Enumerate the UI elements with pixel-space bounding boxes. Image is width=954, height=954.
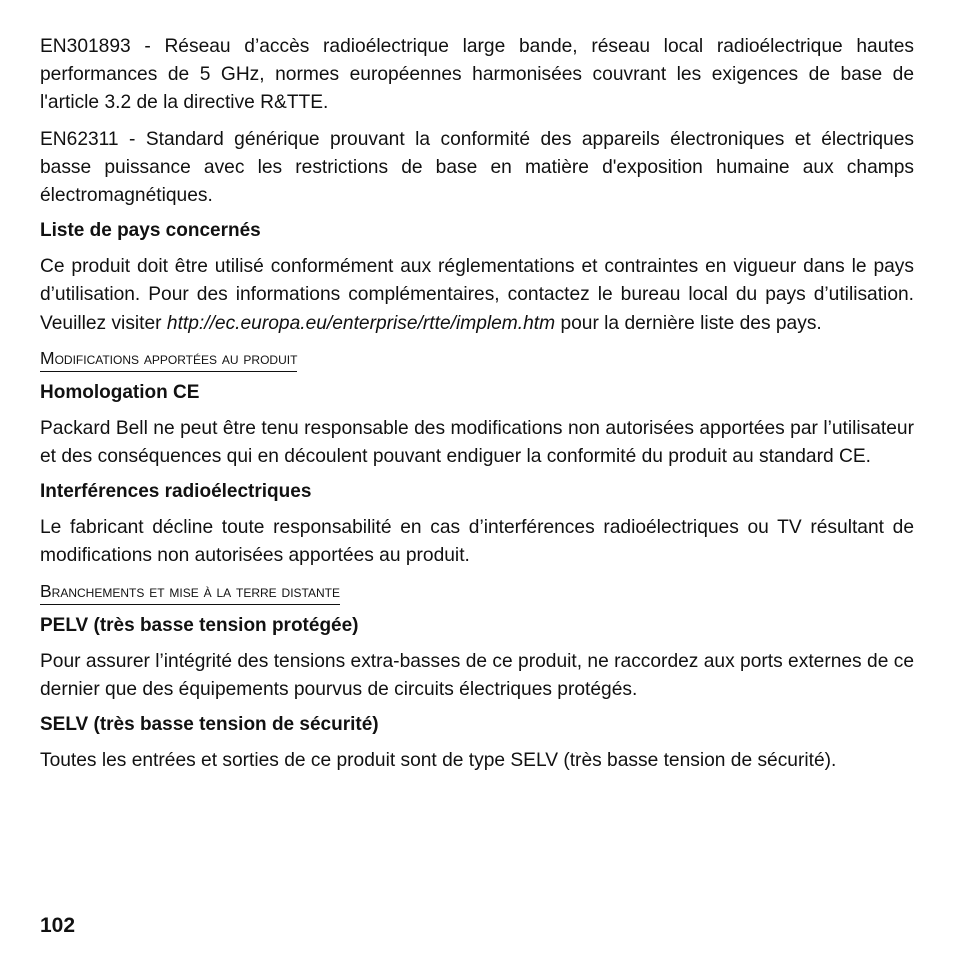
heading-ce-homologation: Homologation CE xyxy=(40,381,200,403)
paragraph-radio-interference: Le fabricant décline toute responsabilité en cas d’interférences radioélectriques ou TV résultant de modifications non autorisées apportées au produit. xyxy=(40,517,914,567)
heading-radio-interference: Interférences radioélectriques xyxy=(40,481,312,503)
section-title-modifications: Modifications apportées au produit xyxy=(40,346,297,372)
section-title-grounding: Branchements et mise à la terre distante xyxy=(40,579,340,605)
countries-link[interactable]: http://ec.europa.eu/enterprise/rtte/implem.htm xyxy=(166,312,556,334)
heading-countries: Liste de pays concernés xyxy=(40,220,261,242)
paragraph-pelv: Pour assurer l’intégrité des tensions extra-basses de ce produit, ne raccordez aux ports externes de ce dernier que des équipements pourvus de circuits électriques protégés. xyxy=(40,650,914,700)
paragraph-en62311: EN62311 - Standard générique prouvant la conformité des appareils électroniques et électriques basse puissance avec les restrictions de base en matière d'exposition humaine aux champs électromagnétiques. xyxy=(40,128,914,207)
document-page xyxy=(40,33,914,783)
paragraph-en301893: EN301893 - Réseau d’accès radioélectrique large bande, réseau local radioélectrique hautes performances de 5 GHz, normes européennes harmonisées couvrant les exigences de base de l'article 3.2 de la directive R&TTE. xyxy=(40,36,914,114)
paragraph-ce-homologation: Packard Bell ne peut être tenu responsable des modifications non autorisées apportées par l’utilisateur et des conséquences qui en découlent pouvant endiguer la conformité du produit au standard CE. xyxy=(40,417,914,468)
paragraph-selv: Toutes les entrées et sorties de ce produit sont de type SELV (très basse tension de sécurité). xyxy=(40,750,837,772)
countries-text-before: Ce produit doit être utilisé conformément aux réglementations et contraintes en vigueur dans le pays d’utilisation. Pour des informations complémentaires, contactez le bureau local du pays d’utilisation. Veuillez visiter xyxy=(40,256,914,334)
countries-text-after: pour la dernière liste des pays. xyxy=(555,312,822,334)
heading-selv: SELV (très basse tension de sécurité) xyxy=(40,714,379,736)
paragraph-countries xyxy=(40,253,914,338)
page-number: 102 xyxy=(40,914,76,937)
heading-pelv: PELV (très basse tension protégée) xyxy=(40,614,359,636)
